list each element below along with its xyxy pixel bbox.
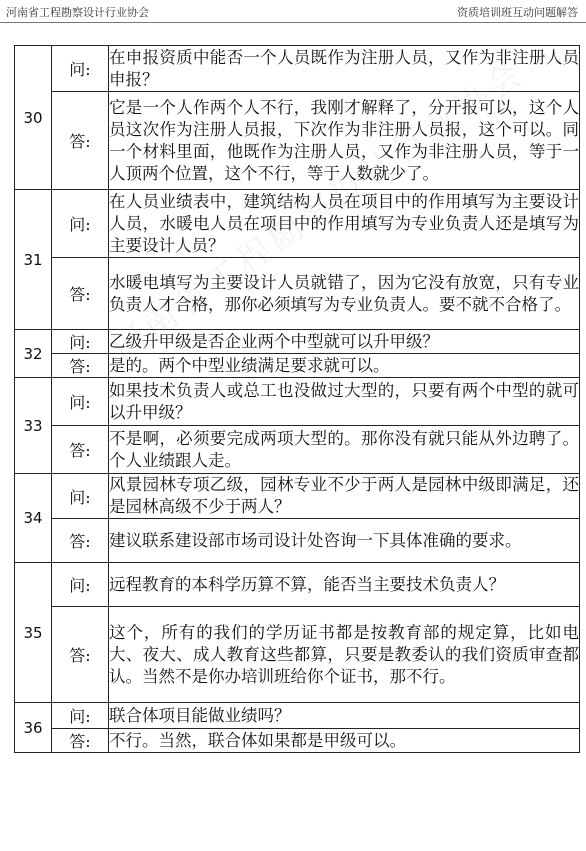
question-text: 风景园林专项乙级，园林专业不少于两人是园林中级即满足，还是园林高级不少于两人？ — [109, 474, 580, 519]
question-label: 问: — [52, 703, 109, 729]
page-header — [0, 0, 586, 23]
question-text: 如果技术负责人或总工也没做过大型的，只要有两个中型的就可以升甲级？ — [109, 378, 580, 426]
qa-answer-row — [15, 519, 580, 563]
answer-label: 答: — [52, 258, 109, 330]
question-text: 联合体项目能做业绩吗？ — [109, 703, 580, 729]
question-text: 在人员业绩表中，建筑结构人员在项目中的作用填写为主要设计人员，水暖电人员在项目中的作用填写为专业负责人还是填写为主要设计人员？ — [109, 190, 580, 258]
question-label: 问: — [52, 474, 109, 519]
answer-label: 答: — [52, 607, 109, 703]
header-org: 河南省工程勘察设计行业协会 — [6, 6, 149, 19]
answer-text: 这个，所有的我们的学历证书都是按教育部的规定算，比如电大、夜大、成人教育这些都算，只要是教委认的我们资质审查都认。当然不是你办培训班给你个证书，那不行。 — [109, 607, 580, 703]
question-text: 在申报资质中能否一个人员既作为注册人员，又作为非注册人员申报？ — [109, 46, 580, 92]
answer-text: 不行。当然，联合体如果都是甲级可以。 — [109, 729, 580, 753]
qa-number: 35 — [15, 563, 52, 703]
qa-answer-row — [15, 607, 580, 703]
header-doc-title: 资质培训班互动问题解答 — [457, 6, 578, 19]
answer-label: 答: — [52, 426, 109, 474]
answer-text: 它是一个人作两个人不行，我刚才解释了，分开报可以，这个人员这次作为注册人员报，下次作为非注册人员报，这个可以。同一个材料里面，他既作为注册人员，又作为非注册人员，等于一人顶两个位置，这个不行，等于人数就少了。 — [109, 92, 580, 190]
question-label: 问: — [52, 378, 109, 426]
qa-question-row — [15, 330, 580, 354]
qa-answer-row — [15, 729, 580, 753]
qa-answer-row — [15, 426, 580, 474]
qa-question-row — [15, 190, 580, 258]
qa-number: 34 — [15, 474, 52, 563]
qa-number: 31 — [15, 190, 52, 330]
qa-answer-row — [15, 92, 580, 190]
qa-question-row — [15, 563, 580, 607]
question-label: 问: — [52, 563, 109, 607]
question-label: 问: — [52, 190, 109, 258]
qa-table — [14, 45, 580, 753]
qa-answer-row — [15, 354, 580, 378]
answer-text: 是的。两个中型业绩满足要求就可以。 — [109, 354, 580, 378]
qa-table-body — [15, 46, 580, 753]
qa-question-row — [15, 46, 580, 92]
answer-text: 水暖电填写为主要设计人员就错了，因为它没有放宽，只有专业负责人才合格，那你必须填写为专业负责人。要不就不合格了。 — [109, 258, 580, 330]
answer-label: 答: — [52, 354, 109, 378]
qa-question-row — [15, 703, 580, 729]
qa-number: 32 — [15, 330, 52, 378]
answer-label: 答: — [52, 92, 109, 190]
qa-question-row — [15, 378, 580, 426]
answer-label: 答: — [52, 519, 109, 563]
qa-question-row — [15, 474, 580, 519]
question-label: 问: — [52, 330, 109, 354]
qa-number: 30 — [15, 46, 52, 190]
question-label: 问: — [52, 46, 109, 92]
qa-answer-row — [15, 258, 580, 330]
qa-number: 36 — [15, 703, 52, 753]
question-text: 远程教育的本科学历算不算，能否当主要技术负责人？ — [109, 563, 580, 607]
answer-text: 不是啊，必须要完成两项大型的。那你没有就只能从外边聘了。个人业绩跟人走。 — [109, 426, 580, 474]
answer-text: 建议联系建设部市场司设计处咨询一下具体准确的要求。 — [109, 519, 580, 563]
question-text: 乙级升甲级是否企业两个中型就可以升甲级？ — [109, 330, 580, 354]
qa-number: 33 — [15, 378, 52, 474]
answer-label: 答: — [52, 729, 109, 753]
